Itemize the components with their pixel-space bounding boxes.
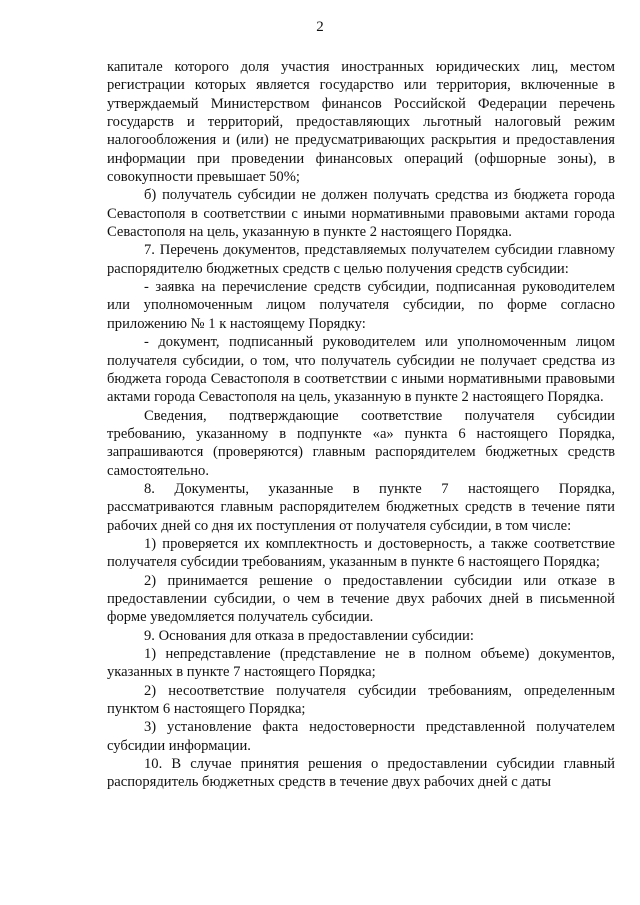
paragraph-list-item-application: - заявка на перечисление средств субсидии, подписанная руководителем или уполномоченным лицом получателя субсидии, по форме согласно приложению № 1 к настоящему Порядку: [107,279,615,332]
paragraph-continuation: капитале которого доля участия иностранных юридических лиц, местом регистрации которых является государство или территория, включенные в утверждаемый Министерством финансов Российской Федерации перечень государств и территорий, предоставляющих льготный налоговый режим налогообложения и (или) не предусматривающих раскрытия и предоставления информации при проведении финансовых операций (офшорные зоны), в совокупности превышает 50%; [107,59,615,186]
paragraph-item-9-sub-2: 2) несоответствие получателя субсидии требованиям, определенным пунктом 6 настоящего Порядка; [107,682,615,718]
paragraph-item-8: 8. Документы, указанные в пункте 7 настоящего Порядка, рассматриваются главным распорядителем бюджетных средств в течение пяти рабочих дней со дня их поступления от получателя субсидии, в том числе: [107,480,615,534]
paragraph-item-8-sub-1: 1) проверяется их комплектность и достоверность, а также соответствие получателя субсидии требованиям, указанным в пункте 6 настоящего Порядка; [107,535,615,571]
paragraph-item-9-sub-1: 1) непредставление (представление не в полном объеме) документов, указанных в пункте 7 настоящего Порядка; [107,646,615,681]
paragraph-subitem-b: б) получатель субсидии не должен получать средства из бюджета города Севастополя в соответствии с иными нормативными правовыми актами города Севастополя на цель, указанную в пункте 2 настоящего Порядка. [107,187,615,241]
document-body [107,58,615,792]
paragraph-item-9: 9. Основания для отказа в предоставлении субсидии: [144,627,474,644]
paragraph-item-7: 7. Перечень документов, представляемых получателем субсидии главному распорядителю бюджетных средств с целью получения средств субсидии: [107,242,615,277]
page-number: 2 [316,19,324,35]
paragraph-information: Сведения, подтверждающие соответствие получателя субсидии требованию, указанному в подпункте «а» пункта 6 настоящего Порядка, запрашиваются (проверяются) главным распорядителем бюджетных средств самостоятельно. [107,407,615,479]
paragraph-item-8-sub-2: 2) принимается решение о предоставлении субсидии или отказе в предоставлении субсидии, о чем в течение двух рабочих дней в письменной форме уведомляется получатель субсидии. [107,572,615,626]
paragraph-item-9-sub-3: 3) установление факта недостоверности представленной получателем субсидии информации. [107,719,615,754]
paragraph-list-item-document: - документ, подписанный руководителем или уполномоченным лицом получателя субсидии, о том, что получатель субсидии не получает средства из бюджета города Севастополя в соответствии с иными нормативными правовыми актами города Севастополя на цель, указанную в пункте 2 настоящего Порядка. [107,334,615,406]
paragraph-item-10: 10. В случае принятия решения о предоставлении субсидии главный распорядитель бюджетных средств в течение двух рабочих дней с даты [107,756,615,791]
